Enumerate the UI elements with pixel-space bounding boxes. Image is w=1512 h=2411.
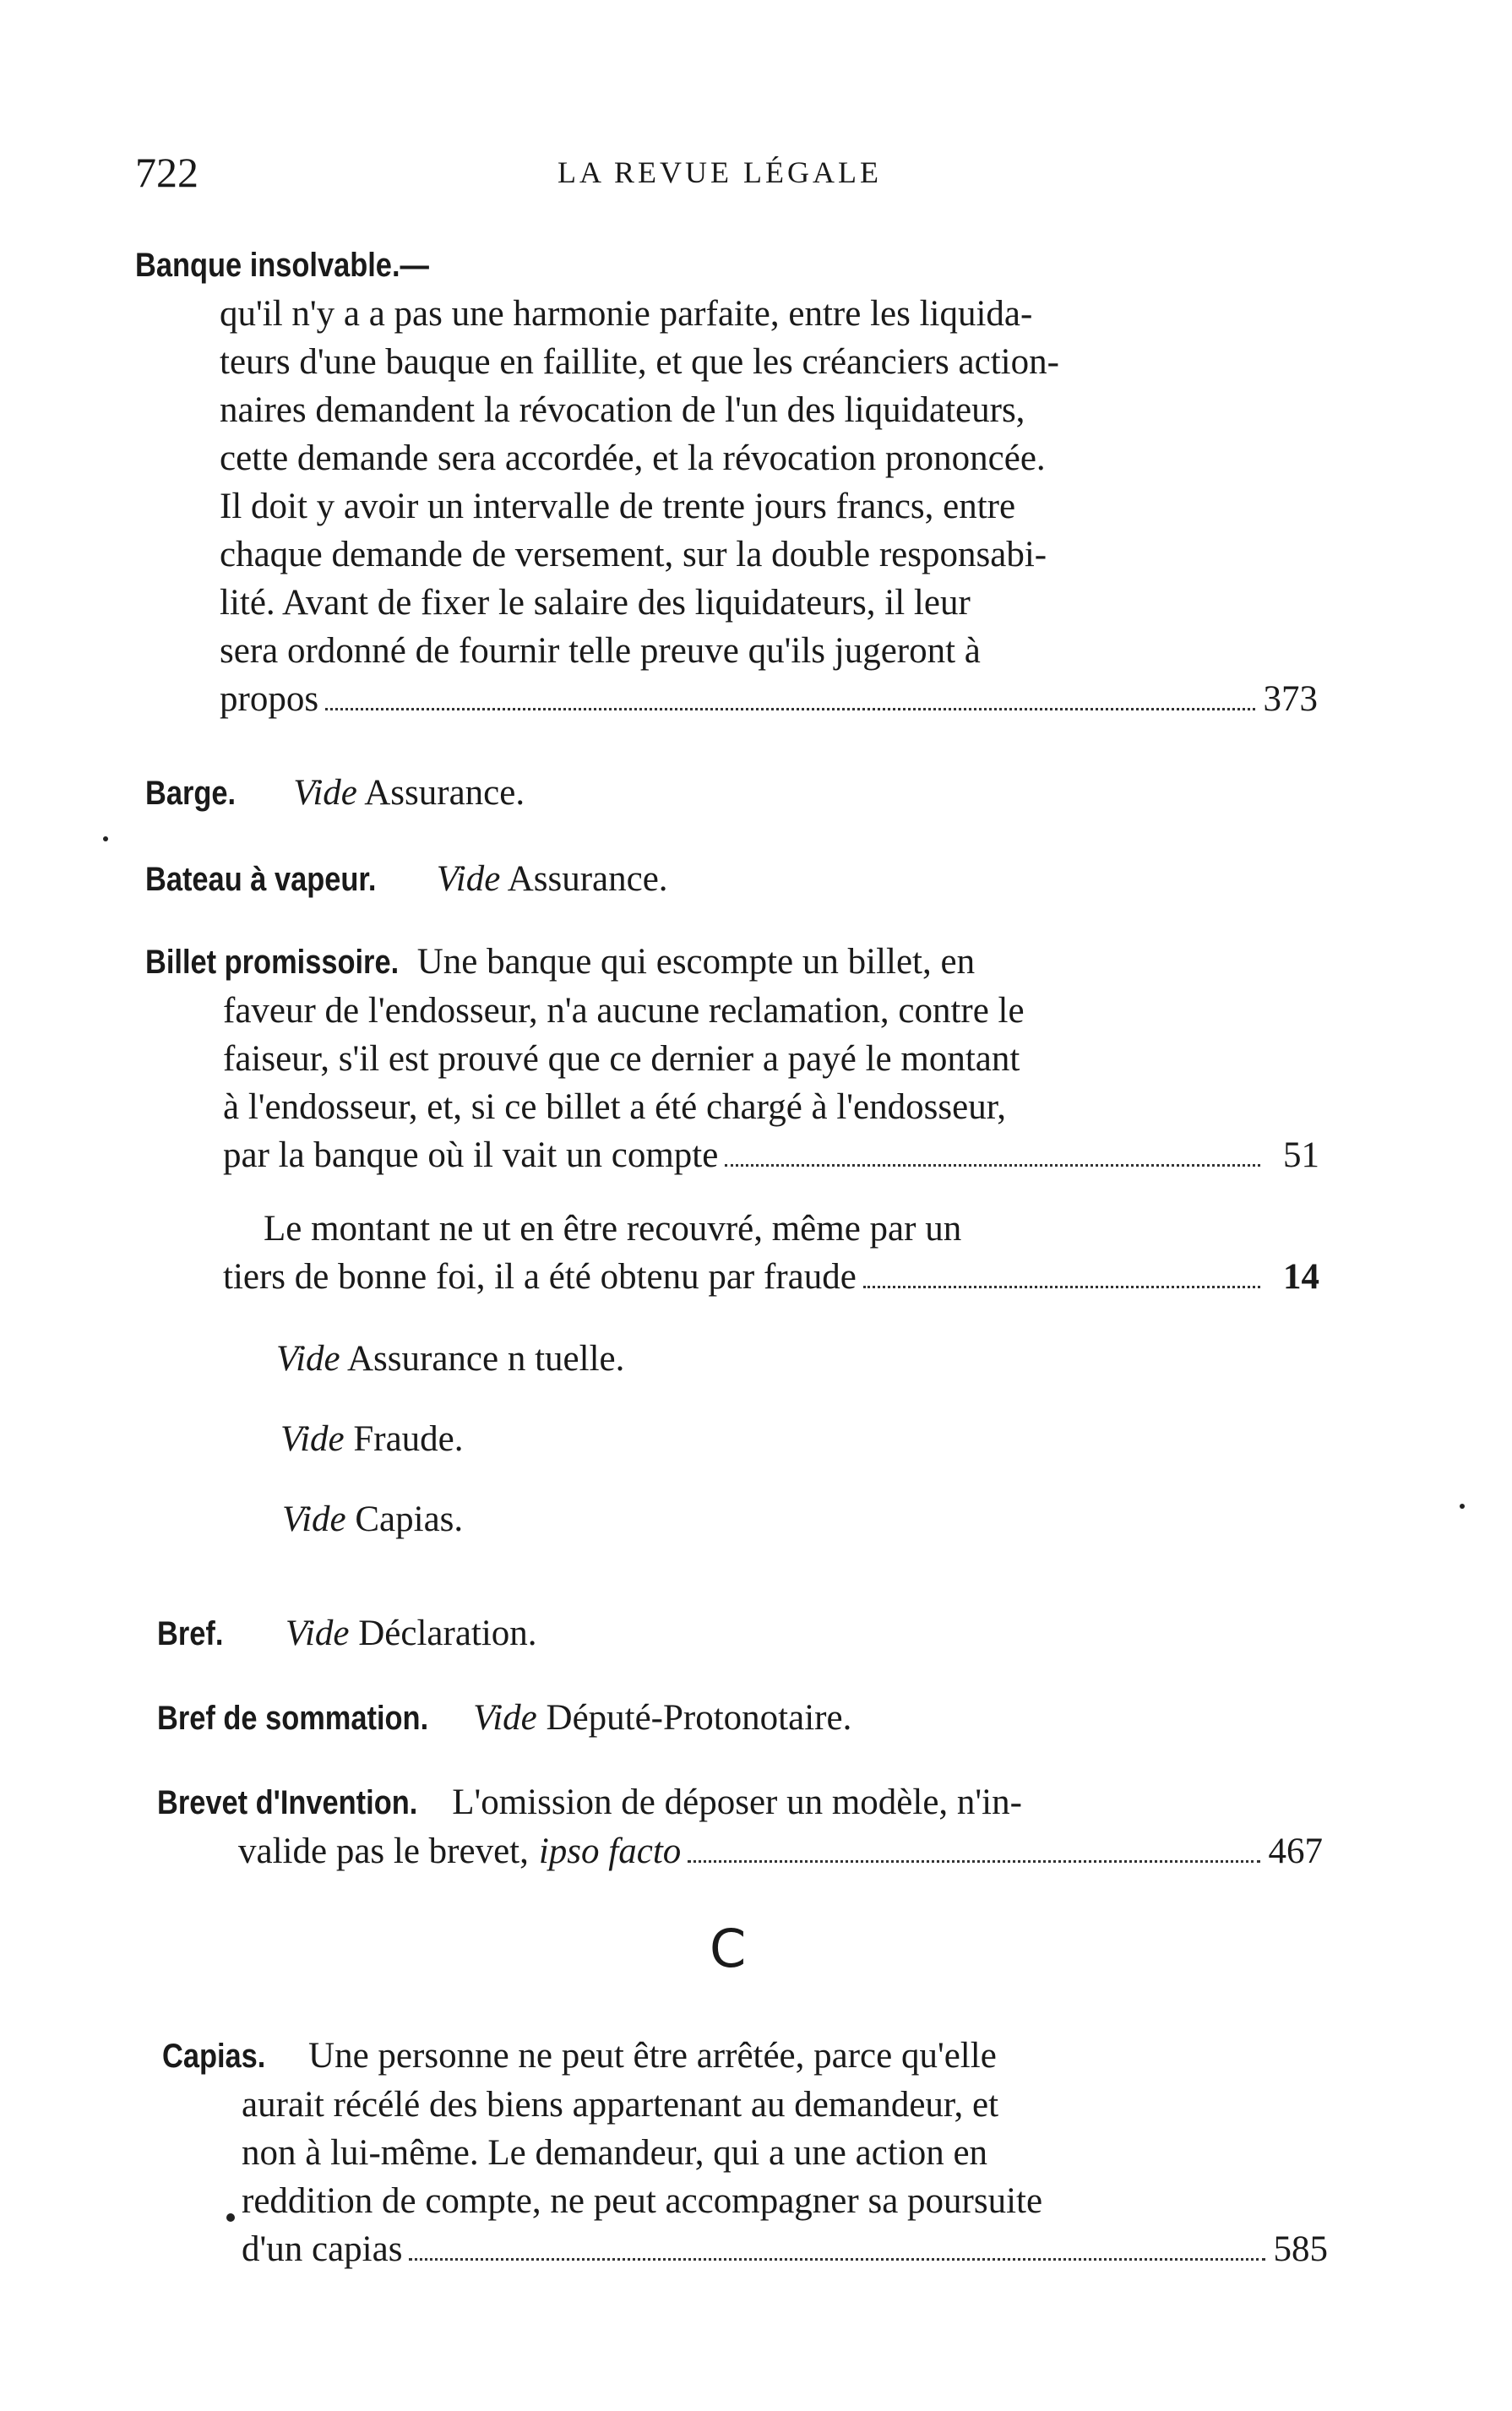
entry-bref	[157, 1609, 1340, 1658]
entry-last-line	[220, 675, 1318, 723]
entry-line: Il doit y avoir un intervalle de trente jours francs, entre	[220, 487, 1016, 526]
running-head: LA REVUE LÉGALE	[557, 155, 882, 189]
vide-label: Vide	[436, 859, 501, 899]
entry-last-line	[238, 1827, 1323, 1875]
page-reference: 373	[1263, 679, 1318, 719]
entry-line: lité. Avant de fixer le salaire des liquidateurs, il leur	[220, 583, 971, 623]
vide-label: Vide	[282, 1499, 346, 1539]
entry-banque-insolvable	[135, 241, 1318, 723]
entry-term: Banque insolvable.—	[135, 247, 429, 284]
entry-line: naires demandent la révocation de l'un des liquidateurs,	[220, 390, 1025, 430]
page-reference: 467	[1268, 1831, 1323, 1871]
entry-line: non à lui-même. Le demandeur, qui a une action en	[242, 2133, 988, 2173]
entry-line: qu'il n'y a a pas une harmonie parfaite, entre les liquida-	[220, 294, 1033, 334]
entry-line: Une banque qui escompte un billet, en	[416, 942, 976, 982]
entry-term: Bref de sommation.	[157, 1700, 429, 1737]
entry-line: aurait récélé des biens appartenant au demandeur, et	[242, 2085, 999, 2125]
cross-reference: Assurance n tuelle.	[347, 1339, 625, 1379]
cross-reference: Fraude.	[353, 1419, 464, 1459]
vide-label: Vide	[276, 1339, 340, 1379]
entry-billet-promissoire	[145, 938, 1319, 1543]
entry-line: propos	[220, 679, 319, 719]
dot-leader	[725, 1164, 1260, 1167]
vide-label: Vide	[280, 1419, 345, 1459]
entry-line: chaque demande de versement, sur la double responsabi-	[220, 535, 1047, 574]
cross-reference: Capias.	[355, 1499, 464, 1539]
entry-line: d'un capias	[242, 2229, 403, 2269]
cross-reference: Assurance.	[364, 773, 525, 813]
entry-line: Une personne ne peut être arrêtée, parce qu'elle	[308, 2036, 997, 2076]
entry-italic-phrase: ipso facto	[538, 1831, 682, 1871]
dot-leader	[409, 2258, 1265, 2261]
dot-leader	[688, 1860, 1259, 1863]
page-reference: 585	[1273, 2229, 1328, 2269]
entry-last-line	[223, 1131, 1319, 1179]
entry-line: teurs d'une bauque en faillite, et que les créanciers action-	[220, 342, 1059, 382]
dot-leader	[863, 1286, 1260, 1288]
vide-label: Vide	[293, 773, 357, 813]
cross-reference: Déclaration.	[358, 1614, 537, 1653]
entry-term: Bateau à vapeur.	[145, 861, 377, 898]
entry-line: faiseur, s'il est prouvé que ce dernier a payé le montant	[223, 1039, 1020, 1079]
entry-line: à l'endosseur, et, si ce billet a été chargé à l'endosseur,	[223, 1087, 1007, 1127]
vide-label: Vide	[285, 1614, 350, 1653]
cross-reference: Assurance.	[507, 859, 668, 899]
see-also-item	[280, 1415, 1319, 1463]
section-letter: C	[710, 1918, 747, 1979]
ink-speck	[226, 2213, 235, 2222]
entry-term: Billet promissoire.	[145, 944, 400, 981]
entry-term: Barge.	[145, 775, 237, 812]
entry-last-line	[242, 2225, 1328, 2273]
ink-speck	[103, 836, 108, 841]
entry-term: Bref.	[157, 1615, 224, 1652]
entry-line: tiers de bonne foi, il a été obtenu par fraude	[223, 1257, 857, 1297]
entry-bateau-a-vapeur	[145, 855, 1328, 904]
entry-bref-de-sommation	[157, 1694, 1340, 1743]
ink-speck	[1460, 1504, 1465, 1509]
entry-line: valide pas le brevet,	[238, 1831, 529, 1871]
entry-line: cette demande sera accordée, et la révocation prononcée.	[220, 438, 1046, 478]
vide-label: Vide	[473, 1698, 537, 1738]
entry-line: L'omission de déposer un modèle, n'in-	[452, 1782, 1022, 1822]
entry-line: faveur de l'endosseur, n'a aucune reclamation, contre le	[223, 991, 1025, 1031]
entry-line: sera ordonné de fournir telle preuve qu'ils jugeront à	[220, 631, 981, 671]
page-reference: 14	[1283, 1257, 1319, 1297]
page-reference: 51	[1283, 1135, 1319, 1175]
page-header	[135, 148, 1318, 207]
entry-line: par la banque où il vait un compte	[223, 1135, 719, 1175]
see-also-item	[276, 1335, 1319, 1383]
cross-reference: Député-Protonotaire.	[546, 1698, 852, 1738]
entry-line: reddition de compte, ne peut accompagner sa poursuite	[242, 2181, 1043, 2221]
dot-leader	[325, 708, 1254, 710]
entry-last-line	[223, 1253, 1319, 1301]
entry-barge	[145, 769, 1328, 818]
entry-line: Le montant ne ut en être recouvré, même par un	[264, 1209, 962, 1249]
see-also-item	[282, 1495, 1319, 1543]
entry-brevet-invention	[157, 1778, 1323, 1875]
entry-term: Capias.	[162, 2038, 266, 2075]
page-number: 722	[135, 149, 199, 196]
entry-term: Brevet d'Invention.	[157, 1784, 418, 1821]
entry-capias	[162, 2032, 1328, 2273]
